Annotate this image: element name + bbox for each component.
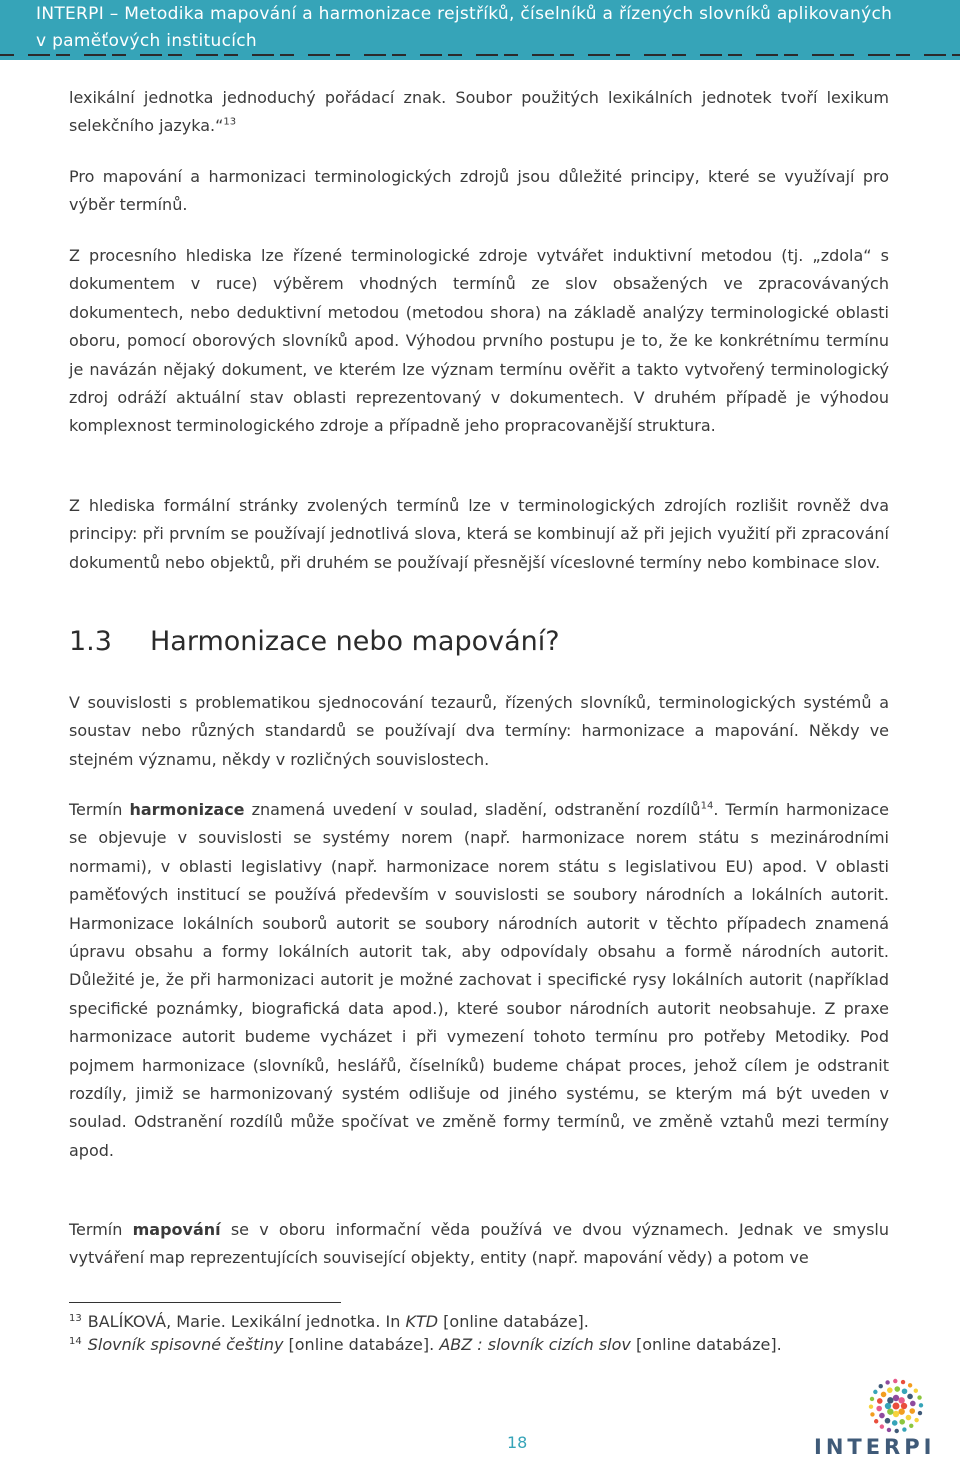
- paragraph-text: Termín: [69, 800, 130, 819]
- logo-dot: [874, 1419, 878, 1423]
- footnote-number: 13: [69, 1312, 82, 1324]
- paragraph-text: znamená uvedení v soulad, sladění, odstranění rozdílů: [244, 800, 701, 819]
- interpi-logo: [814, 1378, 934, 1458]
- logo-dot: [901, 1403, 907, 1409]
- logo-dot: [887, 1408, 893, 1414]
- page-header: [0, 0, 960, 60]
- footnote-text: [online databáze].: [283, 1335, 440, 1354]
- logo-dot: [908, 1383, 912, 1387]
- logo-dot: [885, 1403, 891, 1409]
- footnote-italic: ABZ : slovník cizích slov: [439, 1335, 631, 1354]
- paragraph-formal: Z hlediska formální stránky zvolených termínů lze v terminologických zdrojích rozlišit rovněž dva principy: při prvním se používají jednotlivá slova, která se kombinují až při jejich využití při zpracování dokumentů nebo objektů, při druhém se používají přesnější víceslovné termíny nebo kombinace slov.: [69, 496, 889, 572]
- logo-dot: [892, 1420, 898, 1426]
- footnote-14: [69, 1334, 782, 1356]
- header-title-line2: v paměťových institucích: [36, 31, 257, 51]
- logo-dot: [898, 1408, 904, 1414]
- header-title-line1: INTERPI – Metodika mapování a harmonizace rejstříků, číselníků a řízených slovníků aplikovaných: [36, 4, 893, 24]
- footnote-ref-14[interactable]: 14: [700, 800, 714, 812]
- page-number: 18: [507, 1433, 528, 1452]
- paragraph-quote-end: [69, 84, 889, 141]
- logo-dot: [894, 1386, 900, 1392]
- paragraph-text: se v oboru informační věda používá ve dvou významech. Jednak ve smyslu vytváření map reprezentujících související objekty, entity (např. mapování vědy) a potom ve: [69, 1220, 890, 1268]
- footnote-text: [online databáze].: [438, 1312, 589, 1331]
- logo-dot: [895, 1429, 899, 1433]
- logo-dot: [910, 1401, 916, 1407]
- section-heading: [69, 622, 560, 662]
- logo-dot: [877, 1398, 883, 1404]
- paragraph-procedural: Z procesního hlediska lze řízené terminologické zdroje vytvářet induktivní metodou (tj. „zdola“ s dokumentem v ruce) výběrem vhodných termínů ze slov obsažených ve zpracovávaných dokumentech, nebo deduktivní metodou (metodou shora) na základě analýzy terminologické oblasti oboru, pomocí oborových slovníků apod. Výhodou prvního postupu je to, že ke konkrétnímu termínu je navázán nějaký dokument, ve kterém lze význam termínu ověřit a takto vytvořený terminologický zdroj odráží aktuální stav oblasti reprezentovaný v dokumentech. V druhém případě je výhodou komplexnost terminologického zdroje a případně jeho propracovanější struktura.: [69, 246, 889, 436]
- footnote-13: [69, 1311, 589, 1333]
- paragraph-text: Termín: [69, 1220, 133, 1239]
- paragraph-principles: Pro mapování a harmonizaci terminologických zdrojů jsou důležité principy, které se využívají pro výběr termínů.: [69, 167, 889, 215]
- logo-dot: [901, 1380, 905, 1384]
- logo-dot: [893, 1411, 899, 1417]
- logo-text: INTERPI: [814, 1435, 936, 1459]
- paragraph-mapovani: [69, 1216, 889, 1273]
- logo-dot: [893, 1403, 900, 1410]
- logo-dot: [914, 1418, 918, 1422]
- footnote-text: BALÍKOVÁ, Marie. Lexikální jednotka. In: [87, 1312, 406, 1331]
- logo-dot: [917, 1395, 921, 1399]
- logo-dot: [887, 1397, 893, 1403]
- logo-dot: [869, 1405, 873, 1409]
- paragraph-text: . Termín harmonizace se objevuje v souvislosti se systémy norem (např. harmonizace norem státu s mezinárodními normami), v oblasti legislativy (např. harmonizace norem státu s legislativou EU) apod. V oblasti paměťových institucí se používá především v souvislosti se soubory národních a lokálních autorit. Harmonizace lokálních souborů autorit se soubory národních autorit v těchto případech znamená úpravu obsahu a formy lokálních autorit tak, aby odpovídaly obsahu a formě národních autorit. Důležité je, že při harmonizaci autorit je možné zachovat i specifické rysy lokálních autorit (například specifické poznámky, biografická data apod.), které soubor národních autorit neobsahuje. Z praxe harmonizace autorit budeme vycházet i při vymezení tohoto termínu pro potřeby Metodiky. Pod pojmem harmonizace (slovníků, heslářů, číselníků) budeme chápat proces, jehož cílem je odstranit rozdíly, jimiž se harmonizovaný systém odlišuje od jiného systému, se kterým má být uveden v soulad. Odstranění rozdílů může spočívat ve změně formy termínů, ve změně vztahů mezi termíny apod.: [69, 800, 890, 1160]
- logo-dot: [898, 1397, 904, 1403]
- logo-dot: [907, 1394, 913, 1400]
- section-number: 1.3: [69, 626, 112, 657]
- paragraph-context: V souvislosti s problematikou sjednocování tezaurů, řízených slovníků, terminologických systémů a soustav nebo různých standardů se používají dva termíny: harmonizace a mapování. Někdy ve stejném významu, někdy v rozličných souvislostech.: [69, 693, 889, 769]
- paragraph-harmonizace: [69, 796, 889, 1165]
- logo-dot: [906, 1415, 912, 1421]
- footnote-text: [online databáze].: [630, 1335, 782, 1354]
- logo-dot: [899, 1419, 905, 1425]
- logo-dot: [876, 1406, 882, 1412]
- logo-dot: [879, 1413, 885, 1419]
- logo-dot: [893, 1395, 899, 1401]
- logo-dot: [887, 1387, 893, 1393]
- logo-dots: [869, 1379, 923, 1433]
- term-harmonizace: harmonizace: [129, 800, 245, 819]
- logo-dot: [893, 1379, 897, 1383]
- logo-dot: [879, 1384, 883, 1388]
- logo-dot: [919, 1403, 923, 1407]
- logo-dot: [870, 1397, 874, 1401]
- interpi-dot-logo-icon: [868, 1378, 924, 1434]
- logo-dot: [909, 1408, 915, 1414]
- footnote-italic: KTD: [405, 1312, 439, 1331]
- logo-dot: [880, 1424, 884, 1428]
- logo-dot: [902, 1427, 906, 1431]
- logo-dot: [870, 1412, 874, 1416]
- logo-dot: [909, 1424, 913, 1428]
- footnote-number: 14: [69, 1335, 82, 1347]
- header-rule: [0, 52, 960, 58]
- footnote-separator: [69, 1302, 341, 1303]
- footnote-italic: Slovník spisovné češtiny: [87, 1335, 284, 1354]
- logo-dot: [881, 1392, 887, 1398]
- logo-dot: [885, 1380, 889, 1384]
- logo-dot: [914, 1389, 918, 1393]
- term-mapovani: mapování: [132, 1220, 221, 1239]
- section-title: Harmonizace nebo mapování?: [150, 626, 560, 657]
- logo-dot: [887, 1428, 891, 1432]
- logo-dot: [918, 1411, 922, 1415]
- footnote-ref-13[interactable]: 13: [223, 117, 237, 129]
- logo-dot: [873, 1390, 877, 1394]
- paragraph-text: lexikální jednotka jednoduchý pořádací znak. Soubor použitých lexikálních jednotek tvoří lexikum selekčního jazyka.“: [69, 88, 889, 136]
- logo-dot: [902, 1388, 908, 1394]
- logo-dot: [885, 1418, 891, 1424]
